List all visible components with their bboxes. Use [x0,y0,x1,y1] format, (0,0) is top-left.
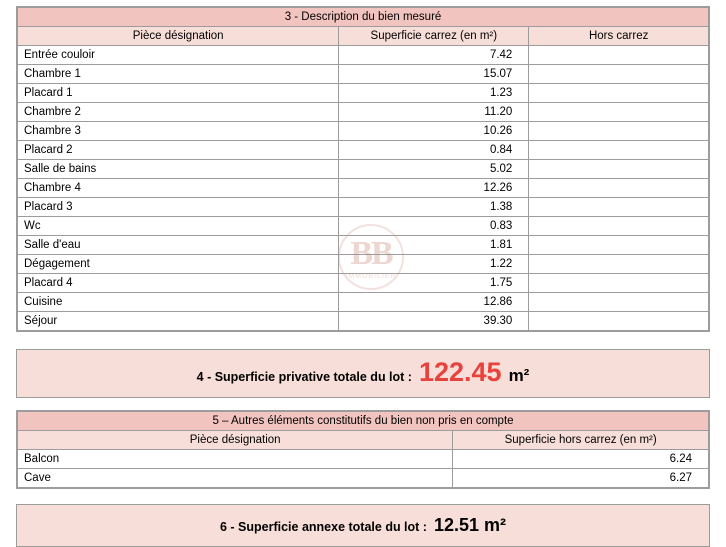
table-row [18,141,709,160]
section-5-block [16,410,710,489]
table-row [18,198,709,217]
room-name: Chambre 1 [18,65,339,84]
room-carrez: 12.86 [339,293,529,312]
annex-value: 6.24 [453,450,709,469]
room-hors-carrez [529,274,709,293]
section-6-value: 12.51 m² [433,515,507,535]
room-hors-carrez [529,84,709,103]
room-hors-carrez [529,122,709,141]
section-3-title-row [18,8,709,27]
table-row [18,179,709,198]
room-carrez: 39.30 [339,312,529,331]
room-carrez: 10.26 [339,122,529,141]
room-hors-carrez [529,46,709,65]
table-row [18,312,709,331]
room-name: Placard 3 [18,198,339,217]
section-4-value: 122.45 [418,357,502,387]
room-name: Placard 4 [18,274,339,293]
section-4-unit: m² [508,366,530,385]
room-carrez: 12.26 [339,179,529,198]
annex-name: Cave [18,469,453,488]
room-hors-carrez [529,65,709,84]
section-5-table [17,411,709,488]
room-carrez: 0.83 [339,217,529,236]
room-hors-carrez [529,217,709,236]
section-3-block [16,6,710,332]
table-row [18,122,709,141]
annex-name: Balcon [18,450,453,469]
section-3-title: 3 - Description du bien mesuré [18,8,709,27]
room-hors-carrez [529,198,709,217]
room-carrez: 1.75 [339,274,529,293]
room-name: Séjour [18,312,339,331]
table-row [18,255,709,274]
room-hors-carrez [529,160,709,179]
room-carrez: 11.20 [339,103,529,122]
room-name: Chambre 3 [18,122,339,141]
section-4-total-banner [16,349,710,398]
room-hors-carrez [529,293,709,312]
room-hors-carrez [529,312,709,331]
section-5-header-row [18,431,709,450]
room-name: Chambre 4 [18,179,339,198]
section-6-label: 6 - Superficie annexe totale du lot : [219,520,427,534]
room-name: Placard 1 [18,84,339,103]
room-carrez: 0.84 [339,141,529,160]
room-hors-carrez [529,179,709,198]
table-row [18,274,709,293]
room-hors-carrez [529,236,709,255]
room-hors-carrez [529,141,709,160]
table-row [18,469,709,488]
spacer [16,332,710,349]
room-carrez: 1.23 [339,84,529,103]
room-name: Salle de bains [18,160,339,179]
watermark-subtitle: IMMOBILIER [345,273,397,280]
table-row [18,236,709,255]
room-name: Wc [18,217,339,236]
section-5-col-hors-carrez: Superficie hors carrez (en m²) [453,431,709,450]
room-name: Salle d'eau [18,236,339,255]
room-hors-carrez [529,103,709,122]
section-3-col-hors-carrez: Hors carrez [529,27,709,46]
section-3-table [17,7,709,331]
section-4-label: 4 - Superficie privative totale du lot : [196,370,412,384]
room-name: Cuisine [18,293,339,312]
room-name: Dégagement [18,255,339,274]
table-row [18,46,709,65]
room-carrez: 1.22 [339,255,529,274]
watermark-letters: BB [350,234,392,272]
room-carrez: 15.07 [339,65,529,84]
table-row [18,217,709,236]
annex-value: 6.27 [453,469,709,488]
room-name: Chambre 2 [18,103,339,122]
section-3-header-row [18,27,709,46]
room-carrez: 7.42 [339,46,529,65]
room-carrez: 1.81 [339,236,529,255]
table-row [18,103,709,122]
spacer [16,489,710,504]
section-5-title: 5 – Autres éléments constitutifs du bien non pris en compte [18,412,709,431]
room-carrez: 1.38 [339,198,529,217]
section-6-total-banner [16,504,710,547]
section-3-col-designation: Pièce désignation [18,27,339,46]
room-name: Placard 2 [18,141,339,160]
table-row [18,293,709,312]
section-5-col-designation: Pièce désignation [18,431,453,450]
room-carrez: 5.02 [339,160,529,179]
table-row [18,84,709,103]
room-hors-carrez [529,255,709,274]
spacer [16,398,710,410]
table-row [18,160,709,179]
section-3-col-carrez: Superficie carrez (en m²) [339,27,529,46]
table-row [18,65,709,84]
room-name: Entrée couloir [18,46,339,65]
section-5-title-row [18,412,709,431]
table-row [18,450,709,469]
